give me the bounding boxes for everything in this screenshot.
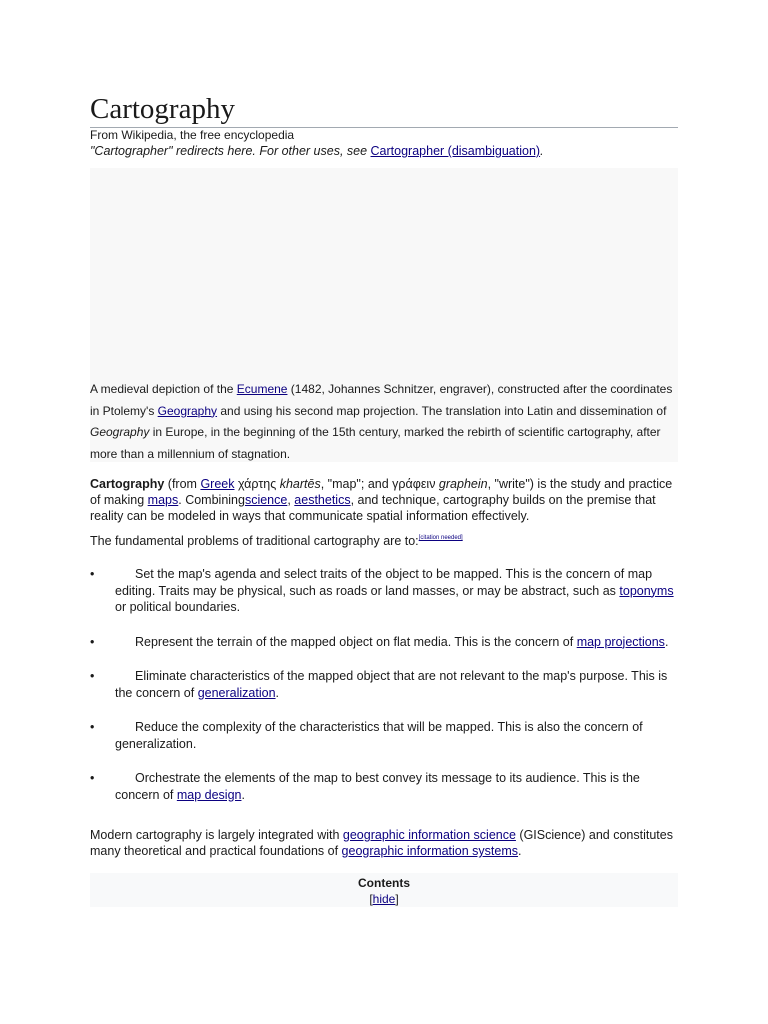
list-item — [90, 668, 678, 701]
hatnote-end: . — [540, 144, 544, 158]
term-bold: Cartography — [90, 477, 165, 491]
bullet-icon: • — [90, 771, 95, 785]
site-tagline: From Wikipedia, the free encyclopedia — [90, 128, 295, 142]
caption-text: in Europe, in the beginning of the 15th century, marked the rebirth of scientific cartography, after more than a millennium of stagnation. — [90, 425, 661, 461]
item-text: Orchestrate the elements of the map to best convey its message to its audience. This is the concern of — [115, 771, 640, 802]
intro-italic: graphein — [438, 477, 488, 491]
ecumene-link[interactable]: Ecumene — [236, 382, 288, 396]
list-item — [90, 719, 678, 752]
maps-link[interactable]: maps — [147, 493, 179, 507]
bullet-icon: • — [90, 669, 95, 683]
citation-needed-link[interactable]: [citation needed] — [418, 535, 463, 541]
item-text: Set the map's agenda and select traits of the object to be mapped. This is the concern of map editing. Traits may be physical, such as roads or land masses, or may be abstract, such as — [115, 567, 653, 598]
item-text: Eliminate characteristics of the mapped object that are not relevant to the map's purpose. This is the concern of — [115, 669, 668, 700]
problems-paragraph — [90, 530, 678, 549]
caption-text: (1482, Johannes Schnitzer, engraver), constructed after the coordinates in Ptolemy's — [90, 382, 673, 418]
toc-hide-link[interactable]: hide — [372, 892, 396, 906]
item-text: . — [275, 685, 280, 700]
problems-list — [90, 566, 678, 821]
bullet-icon: • — [90, 720, 95, 734]
caption-text: and using his second map projection. The translation into Latin and dissemination of — [217, 403, 667, 418]
map-design-link[interactable]: map design — [176, 787, 242, 802]
intro-text: . Combining — [178, 493, 245, 507]
intro-paragraph — [90, 476, 678, 524]
modern-text: (GIScience) and constitutes many theoretical and practical foundations of — [90, 828, 673, 858]
aesthetics-link[interactable]: aesthetics — [294, 493, 351, 507]
figure — [90, 168, 678, 462]
caption-text: A medieval depiction of the — [90, 382, 237, 396]
page-title: Cartography — [90, 92, 678, 128]
intro-italic: khartēs — [279, 477, 321, 491]
intro-text: , "map"; and γράφειν — [320, 477, 439, 491]
intro-text: , and technique, cartography builds on the premise that reality can be modeled in ways that communicate spatial information effectively. — [90, 493, 656, 523]
modern-paragraph — [90, 827, 678, 859]
item-text: or political boundaries. — [115, 600, 241, 614]
table-of-contents — [90, 873, 678, 907]
geography-link[interactable]: Geography — [157, 403, 218, 418]
figure-caption — [90, 379, 678, 465]
hatnote — [90, 144, 544, 159]
toc-title: Contents — [358, 876, 410, 890]
intro-text: (from — [164, 477, 201, 491]
toc-toggle — [90, 891, 678, 907]
item-text: Reduce the complexity of the characteristics that will be mapped. This is also the concern of generalization. — [115, 720, 643, 751]
modern-text: . — [518, 844, 522, 858]
giscience-link[interactable]: geographic information science — [342, 828, 516, 842]
toponyms-link[interactable]: toponyms — [619, 583, 674, 598]
map-projections-link[interactable]: map projections — [576, 634, 665, 649]
hatnote-text: "Cartographer" redirects here. For other uses, see — [90, 144, 371, 158]
disambiguation-link[interactable]: Cartographer (disambiguation) — [370, 144, 541, 158]
greek-link[interactable]: Greek — [200, 477, 235, 491]
modern-text: Modern cartography is largely integrated with — [90, 828, 343, 842]
intro-text: , "write") is the study and practice of making — [90, 477, 673, 507]
intro-text: , — [287, 493, 295, 507]
science-link[interactable]: science — [244, 493, 288, 507]
caption-italic: Geography — [90, 425, 150, 439]
list-item — [90, 770, 678, 803]
item-text: . — [664, 634, 669, 649]
list-item — [90, 634, 678, 651]
bullet-icon: • — [90, 634, 95, 649]
intro-text: χάρτης — [234, 477, 280, 491]
problems-text: The fundamental problems of traditional cartography are to: — [90, 534, 419, 548]
bullet-icon: • — [90, 567, 95, 581]
generalization-link[interactable]: generalization — [197, 685, 276, 700]
item-text: . — [241, 787, 245, 802]
item-text: Represent the terrain of the mapped object on flat media. This is the concern of — [135, 634, 577, 649]
gis-link[interactable]: geographic information systems — [341, 844, 519, 858]
toc-bracket: [ — [369, 892, 373, 906]
toc-bracket: ] — [395, 892, 399, 906]
list-item — [90, 566, 678, 616]
